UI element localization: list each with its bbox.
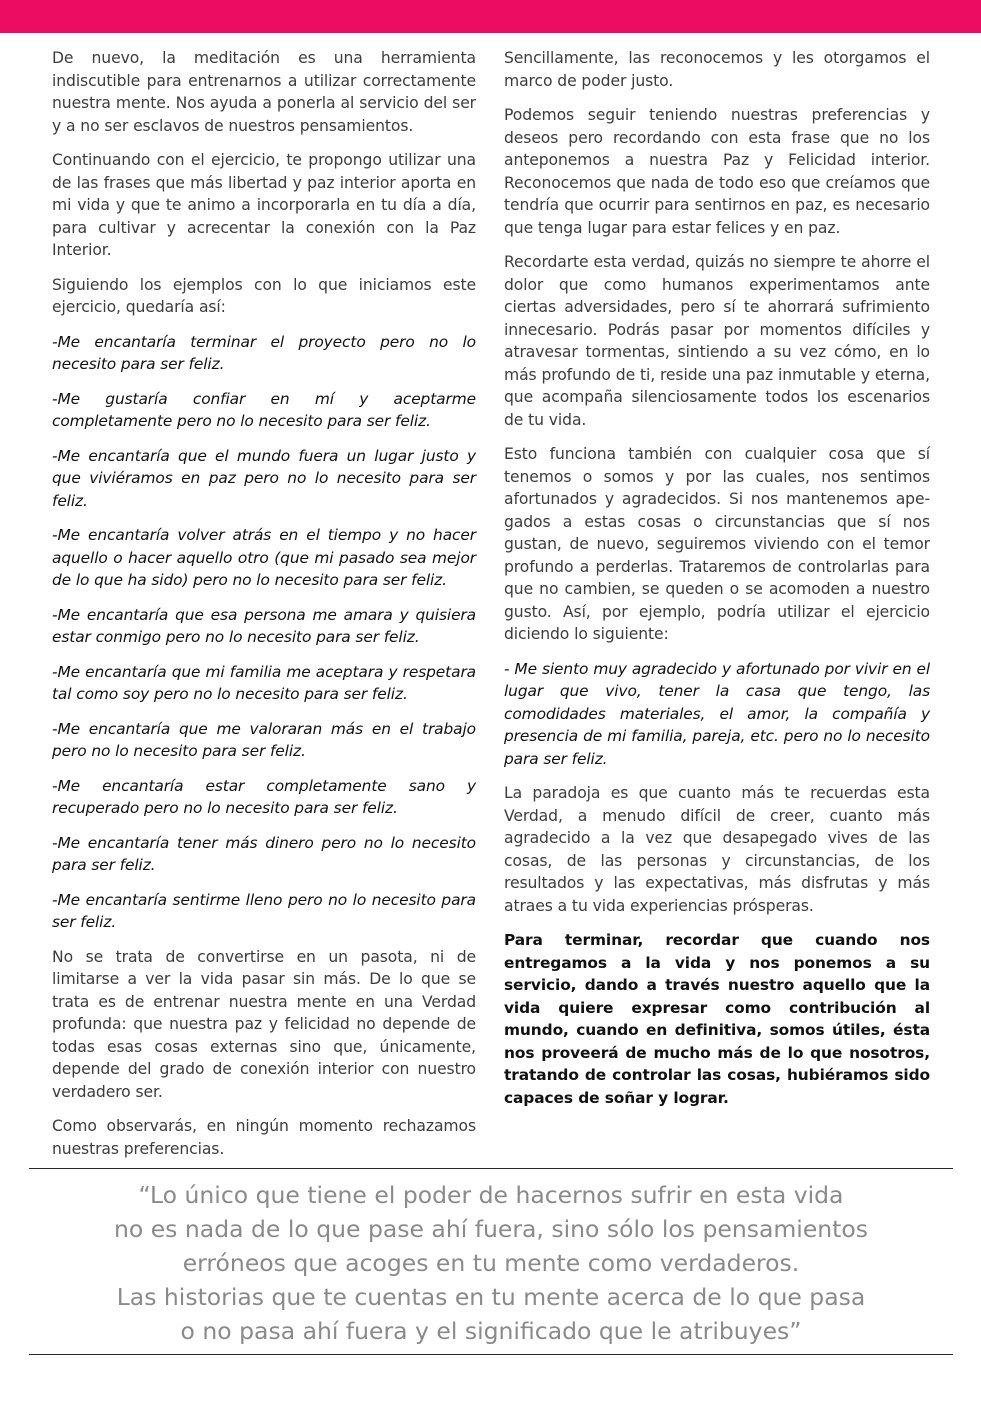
- quote-line: Las historias que te cuentas en tu mente acerca de lo que pasa: [116, 1283, 866, 1311]
- example-line: -Me encantaría que el mundo fuera un lugar justo y que viviéramos en paz pero no lo necesito para ser feliz.: [52, 446, 476, 510]
- quote-line: erróneos que acoges en tu mente como verdaderos.: [182, 1249, 800, 1277]
- paragraph-exercise: Continuando con el ejercicio, te propongo utilizar una de las frases que más libertad y paz interior aporta en mi vida y que te animo a incorporarla en tu día a día, para cultivar y acrecentar la conexión con la Paz Interior.: [52, 151, 476, 259]
- example-line: - Me siento muy agradecido y afortunado por vivir en el lugar que vivo, tener la casa que tengo, las comodidades materiales, el amor, la compañía y presencia de mi familia, pareja, etc. pero no lo necesito para ser feliz.: [504, 659, 930, 768]
- quote-line: “Lo único que tiene el poder de hacernos sufrir en esta vida: [138, 1181, 844, 1209]
- example-line: -Me encantaría que esa persona me amara y quisiera estar conmigo pero no lo necesito para ser feliz.: [52, 605, 476, 646]
- paragraph-gratitude: Esto funciona también con cualquier cosa que sí tenemos o somos y por las cuales, nos sentimos afortunados y agradecidos. Si nos mantenemos ape-gados a estas cosas o circunstancias que sí nos gustan, de nuevo, seguiremos viviendo con el temor profundo a perderlas. Trataremos de controlarlas para que no cambien, se queden o se acomoden a nuestro gusto. Así, por ejemplo, podría utilizar el ejercicio diciendo lo siguiente:: [504, 445, 930, 643]
- example-line: -Me encantaría terminar el proyecto pero no lo necesito para ser feliz.: [52, 332, 476, 373]
- left-column: [52, 47, 476, 1172]
- paragraph-recognize: Sencillamente, las reconocemos y les otorgamos el marco de poder justo.: [504, 49, 930, 90]
- example-line: -Me encantaría estar completamente sano y recuperado pero no lo necesito para ser feliz.: [52, 776, 476, 817]
- paragraph-conclusion: Para terminar, recordar que cuando nos entregamos a la vida y nos ponemos a su servicio, dando a través nuestro aquello que la vida quiere expresar como contribución al mundo, cuando en definitiva, somos útiles, ésta nos proveerá de mucho más de lo que nosotros, tratando de controlar las cosas, hubiéramos sido capaces de soñar y lograr.: [504, 931, 930, 1107]
- accent-bar: [0, 0, 981, 33]
- quote-line: o no pasa ahí fuera y el significado que le atribuyes”: [180, 1317, 802, 1345]
- paragraph-not-pasota: No se trata de convertirse en un pasota, ni de limitarse a ver la vida pasar sin más. De lo que se trata es de entrenar nuestra mente en una Verdad profunda: que nuestra paz y felicidad no depende de todas esas cosas externas sino que, únicamente, depende del grado de conexión interior con nuestro verdadero ser.: [52, 947, 476, 1101]
- example-line: -Me encantaría que mi familia me aceptara y respetara tal como soy pero no lo necesito para ser feliz.: [52, 662, 476, 703]
- paragraph-preferences-desires: Podemos seguir teniendo nuestras preferencias y deseos pero recordando con esta frase que no los anteponemos a nuestra Paz y Felicidad interior. Reconocemos que nada de todo eso que creíamos que tendría que ocurrir para sentirnos en paz, es necesario que tenga lugar para estar felices y en paz.: [504, 106, 930, 237]
- paragraph-examples-intro: Siguiendo los ejemplos con lo que iniciamos este ejercicio, quedaría así:: [52, 275, 476, 316]
- paragraph-meditation: De nuevo, la meditación es una herramienta indiscutible para entrenarnos a utilizar correctamente nuestra mente. Nos ayuda a ponerla al servicio del ser y a no ser esclavos de nuestros pensamientos.: [52, 49, 476, 135]
- paragraph-remember-truth: Recordarte esta verdad, quizás no siempre te ahorre el dolor que como humanos experimentamos ante ciertas adversidades, pero sí te ahorrará sufrimiento innecesario. Podrás pasar por momentos difíciles y atravesar tormentas, sintiendo a su vez cómo, en lo más profundo de ti, reside una paz inmutable y eterna, que acompaña silenciosamente todos los escenarios de tu vida.: [504, 253, 930, 429]
- example-line: -Me gustaría confiar en mí y aceptarme completamente pero no lo necesito para ser feliz.: [52, 389, 476, 430]
- quote-line: no es nada de lo que pase ahí fuera, sino sólo los pensamientos: [113, 1215, 869, 1243]
- right-column: [504, 47, 930, 1121]
- divider-bottom: [29, 1354, 953, 1355]
- example-line: -Me encantaría tener más dinero pero no lo necesito para ser feliz.: [52, 833, 476, 874]
- divider-top: [29, 1168, 953, 1169]
- pull-quote: [29, 1178, 953, 1348]
- example-line: -Me encantaría sentirme lleno pero no lo necesito para ser feliz.: [52, 890, 476, 931]
- paragraph-paradox: La paradoja es que cuanto más te recuerdas esta Verdad, a menudo difícil de creer, cuanto más agradecido a la vez que desapegado vives de las cosas, de las personas y circunstancias, de los resultados y las expectativas, más disfrutas y más atraes a tu vida experiencias prósperas.: [504, 784, 930, 915]
- paragraph-preferences: Como observarás, en ningún momento rechazamos nuestras preferencias.: [52, 1117, 476, 1158]
- example-line: -Me encantaría que me valoraran más en el trabajo pero no lo necesito para ser feliz.: [52, 719, 476, 760]
- example-line: -Me encantaría volver atrás en el tiempo y no hacer aquello o hacer aquello otro (que mi pasado sea mejor de lo que ha sido) pero no lo necesito para ser feliz.: [52, 526, 476, 589]
